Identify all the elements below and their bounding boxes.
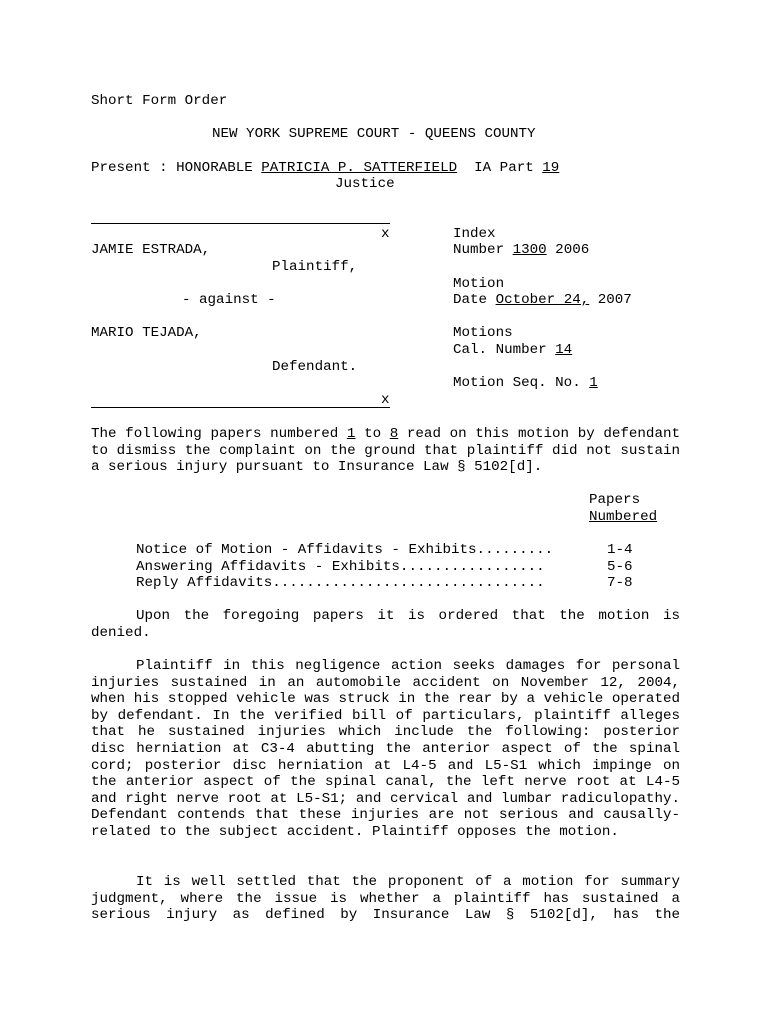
papers-row-numbers: 7-8 (607, 575, 633, 591)
motion-year: 2007 (589, 292, 632, 308)
cal-number: 14 (555, 342, 573, 358)
plaintiff-role: Plaintiff, (272, 259, 358, 275)
papers-row-numbers: 1-4 (607, 542, 633, 558)
plaintiff-name: JAMIE ESTRADA, (91, 242, 211, 258)
present-line (91, 160, 559, 177)
motion-date-line: Date October 24, 2007 (453, 292, 632, 308)
defendant-name: MARIO TEJADA, (91, 325, 202, 341)
caption-x-top: x (381, 226, 390, 242)
against-label: - against - (182, 292, 276, 308)
motion-seq-number: 1 (589, 375, 598, 391)
ia-part-label: IA Part (474, 160, 543, 176)
motion-seq-line: Motion Seq. No. 1 (453, 375, 598, 391)
papers-from: 1 (346, 426, 356, 442)
facts-paragraph: Plaintiff in this negligence action seeks damages for personal injuries sustained in an automobile accident on November 12, 2004, when his stopped vehicle was struck in the rear by a vehicle operated by defendant. In the verified bill of particulars, plaintiff alleges that he sustained injuries which include the following: posterior disc herniation at C3-4 abutting the anterior aspect of the spinal cord; posterior disc herniation at L4-5 and L5-S1 which impinge on the anterior aspect of the spinal canal, the left nerve root at L4-5 and right nerve root at L5-S1; and cervical and lumbar radiculopathy. Defendant contends that these injuries are not serious and causally-related to the subject accident. Plaintiff opposes the motion. (91, 658, 680, 840)
caption-bottom-rule (91, 407, 390, 408)
papers-row-numbers: 5-6 (607, 559, 633, 575)
papers-row-label: Notice of Motion - Affidavits - Exhibits......... (136, 542, 554, 558)
motions-label: Motions (453, 325, 513, 341)
motion-label: Motion (453, 276, 505, 292)
index-label: Index (453, 226, 496, 242)
caption-top-rule (91, 223, 390, 224)
judge-name: PATRICIA P. SATTERFIELD (261, 160, 458, 176)
index-number-line: Number 1300 2006 (453, 242, 590, 258)
form-type: Short Form Order (91, 93, 228, 109)
court-name: NEW YORK SUPREME COURT - QUEENS COUNTY (212, 126, 536, 142)
motion-date: October 24, (495, 292, 590, 308)
papers-header-line2: Numbered (589, 509, 658, 525)
papers-to: 8 (389, 426, 399, 442)
index-number: 1300 (512, 242, 547, 258)
index-year: 2006 (546, 242, 590, 258)
cal-number-line: Cal. Number 14 (453, 342, 573, 358)
papers-row-label: Reply Affidavits................................ (136, 575, 545, 591)
defendant-role: Defendant. (272, 359, 358, 375)
justice-title: Justice (335, 176, 395, 192)
present-prefix: Present : HONORABLE (91, 160, 262, 176)
papers-row-label: Answering Affidavits - Exhibits................. (136, 559, 545, 575)
papers-header-line1: Papers (589, 492, 641, 508)
order-paragraph: Upon the foregoing papers it is ordered that the motion is denied. (91, 608, 680, 641)
papers-intro: The following papers numbered 1 to 8 read on this motion by defendant to dismiss the complaint on the ground that plaintiff did not sustain a serious injury pursuant to Insurance Law § 5102[d]. (91, 426, 680, 476)
caption-x-bottom: x (381, 392, 390, 408)
law-paragraph: It is well settled that the proponent of a motion for summary judgment, where the issue is whether a plaintiff has sustained a serious injury as defined by Insurance Law § 5102[d], has the (91, 874, 680, 924)
ia-part-number: 19 (542, 160, 560, 176)
